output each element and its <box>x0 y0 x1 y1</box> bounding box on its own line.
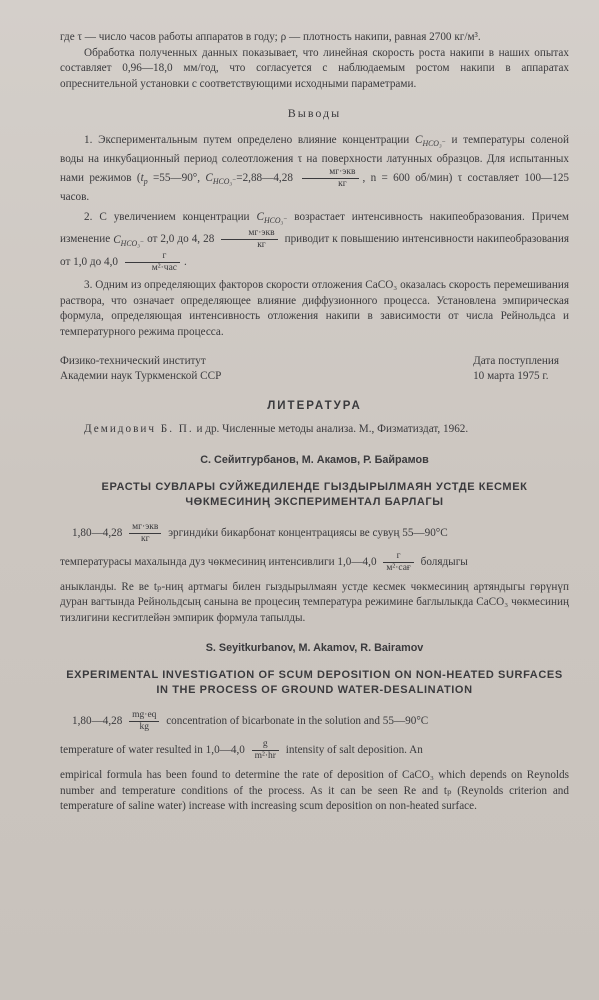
fraction-mgeq-kg: $\frac{mg\cdot eq}{kg}$ <box>129 710 159 733</box>
c1-text-d: =2,88—4,28 <box>236 172 293 185</box>
institute-line-1: Физико-технический институт <box>60 355 206 368</box>
en-range: 1,80—4,28 <box>72 715 123 728</box>
reference-author: Демидович Б. П. <box>84 423 194 436</box>
literature-heading: ЛИТЕРАТУРА <box>267 400 362 413</box>
conclusion-1 <box>60 133 569 206</box>
top-paragraph-2: Обработка полученных данных показывает, что линейная скорость роста накипи в наших опытах составляет 0,96—18,0 мм/год, что согласуется с наблюдаемым ростом накипи в аппаратах опреснительной установки с соответствующими исходными параметрами. <box>60 46 569 90</box>
institute <box>60 354 221 384</box>
top-paragraph-1: где τ — число часов работы аппаратов в году; ρ — плотность накипи, равная 2700 кг/м³. <box>60 31 481 43</box>
english-line-2 <box>60 739 569 762</box>
c2-text-d: приводит к повышению интенсивности накипеобразования от 1,0 до 4,0 <box>60 233 570 269</box>
english-title: EXPERIMENTAL INVESTIGATION OF SCUM DEPOSITION ON NON-HEATED SURFACES IN THE PROCESS OF GROUND WATER-DESALINATION <box>66 669 563 697</box>
c2-text-c: от 2,0 до 4, 28 <box>147 233 215 246</box>
c-hco3-symbol: $C_{HCO_3^-}$ <box>205 172 237 187</box>
turkmen-paragraph: аныкланды. Re ве tₚ-ниң артмагы билен гыздырылмаян устде кесмек чөкмесиниң артяндыгы гөрүнүп дуран вагтында Рейнольдсың санына ве процесиң температура режимине баглылыкда CaCO₃ чөкмесиниң тизлигини кесгитлейән эмпирик формула тапылды. <box>60 580 569 624</box>
received-date <box>473 354 569 384</box>
c-hco3-symbol: $C_{HCO_3^-}$ <box>414 134 446 149</box>
turkmen-title: ЕРАСТЫ СУВЛАРЫ СУЙЖЕДИЛЕНДЕ ГЫЗДЫРЫЛМАЯН УСТДЕ КЕСМЕК ЧӨКМЕСИНИҢ ЭКСПЕРИМЕНТАЛ БАРЛАГЫ <box>101 480 528 508</box>
c1-text-b: и температуры соленой воды на инкубационный период солеотложения τ на поверхности латунных образцов. Для испытанных нами режимов ( <box>60 134 570 185</box>
received-label: Дата поступления <box>473 355 559 368</box>
fraction-mgeq-kg: $\frac{\text{мг·экв}}{кг}$ <box>129 522 161 545</box>
conclusion-3: 3. Одним из определяющих факторов скорости отложения CaCO₃ оказалась скорость перемешивания раствора, что означает определяющее влияние диффузионного процесса. Установлена эмпирическая формула, определяющая интенсивность отложения накипи в зависимости от числа Рейнольдса и температурного режима процесса. <box>60 279 569 338</box>
c2-text-e: . <box>184 256 187 269</box>
tk-text: эргинди̇ки бикарбонат концентрациясы ве сувуң 55—90°C <box>168 527 448 540</box>
c2-text-b: возрастает интенсивность накипеобразования. Причем изменение <box>60 210 570 246</box>
c1-text-e: , n = 600 об/мин) τ составляет 100—125 часов. <box>60 172 570 204</box>
english-authors: S. Seyitkurbanov, M. Akamov, R. Bairamov <box>205 642 424 655</box>
fraction-g-m2hr: $\frac{г}{\text{м²·сағ}}$ <box>383 551 413 574</box>
c-hco3-symbol: $C_{HCO_3^-}$ <box>113 233 145 248</box>
reference-1 <box>60 422 569 438</box>
en-text: intensity of salt deposition. An <box>285 744 423 757</box>
received-value: 10 марта 1975 г. <box>473 370 549 383</box>
en-text: concentration of bicarbonate in the solution and 55—90°C <box>166 715 429 728</box>
c2-text-a: 2. С увеличением концентрации <box>84 210 250 223</box>
c1-text-a: 1. Экспериментальным путем определено влияние концентрации <box>84 134 410 146</box>
english-paragraph: empirical formula has been found to determine the rate of deposition of CaCO₃ which depends on Reynolds number and temperature conditions of the process. As it can be seen Re and tₚ (Reynolds criterion and temperature of saline water) increase with increasing scum deposition on non-heated surface. <box>60 769 569 813</box>
fraction-mgeq-kg: $\frac{\text{мг·экв}}{кг}$ <box>221 228 277 251</box>
tk-text: болядыгы <box>420 556 468 569</box>
english-line-1 <box>60 710 569 733</box>
reference-text: и др. Численные методы анализа. М., Физматиздат, 1962. <box>193 423 469 436</box>
fraction-g-m2hr: $\frac{g}{\text{m²·hr}}$ <box>252 739 279 762</box>
affiliation-block <box>60 354 569 384</box>
c1-text-c: =55—90°, <box>152 172 201 185</box>
conclusions-heading: Выводы <box>287 106 342 120</box>
turkmen-authors: С. Сейитгурбанов, М. Акамов, Р. Байрамов <box>200 453 429 466</box>
institute-line-2: Академии наук Туркменской ССР <box>60 370 222 383</box>
turkmen-line-2 <box>60 551 569 574</box>
fraction-mgeq-kg: $\frac{\text{мг·экв}}{кг}$ <box>302 167 358 190</box>
en-text: temperature of water resulted in 1,0—4,0 <box>60 744 245 757</box>
turkmen-line-1 <box>60 522 569 545</box>
tp-symbol: $t_p$ <box>140 172 148 187</box>
tk-range: 1,80—4,28 <box>72 527 123 540</box>
tk-text: температурасы махалында дуз чөкмесиниң интенсивлиги 1,0—4,0 <box>60 556 377 569</box>
c-hco3-symbol: $C_{HCO_3^-}$ <box>256 210 288 225</box>
fraction-g-m2hr: $\frac{г}{\text{м²·час}}$ <box>125 251 180 274</box>
conclusion-2 <box>60 210 569 275</box>
